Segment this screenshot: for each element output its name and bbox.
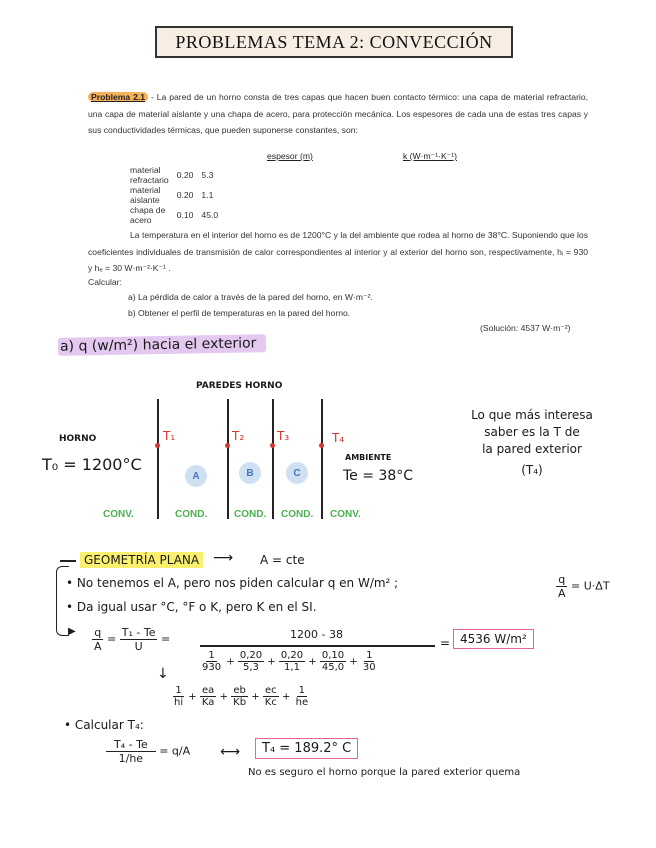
- temp-dot-2: [225, 443, 230, 448]
- fraction-bar: [200, 645, 435, 647]
- mode-cond-c: COND.: [281, 509, 314, 520]
- temp-label-t2: T₂: [232, 429, 245, 443]
- temp-dot-1: [155, 443, 160, 448]
- down-arrow: ↓: [157, 666, 169, 682]
- t4-eq-den: 1/he: [118, 752, 144, 765]
- wall-line-1: [157, 399, 159, 519]
- layer-a: A: [185, 465, 207, 487]
- bullet2: • Da igual usar °C, °F o K, pero K en el SI.: [66, 600, 317, 614]
- bracket-arrowhead: ▶: [68, 626, 76, 637]
- main-equation: $\frac{q}{A}$ = $\frac{\text{T₁ - Te}}{U}$ =: [94, 626, 171, 653]
- side-note-line: la pared exterior: [482, 442, 582, 456]
- area-const: A = cte: [260, 553, 305, 567]
- problem-label: Problema 2.1: [88, 92, 148, 102]
- bullet2-text: Da igual usar °C, °F o K, pero K en el SI.: [76, 600, 317, 614]
- temp-dot-4: [319, 443, 324, 448]
- te-value: Te = 38°C: [343, 468, 414, 484]
- row-name: material refractario: [130, 165, 169, 185]
- row-k: 1.1: [201, 190, 214, 200]
- wall-line-3: [272, 399, 274, 519]
- mode-conv-out: CONV.: [330, 509, 361, 520]
- den-term: $\frac{1}{30}$: [362, 650, 376, 673]
- mode-conv-in: CONV.: [103, 509, 134, 520]
- mode-cond-b: COND.: [234, 509, 267, 520]
- temp-label-t4: T₄: [332, 431, 345, 445]
- bullet1: • No tenemos el A, pero nos piden calcular q en W/m² ;: [66, 576, 399, 590]
- row-name: chapa de acero: [130, 205, 166, 225]
- temp-dot-3: [270, 443, 275, 448]
- row-name: material aislante: [130, 185, 161, 205]
- row-k: 45.0: [201, 210, 219, 220]
- denominator: $\frac{1}{930}$ + $\frac{0,20}{5,3}$ + $\frac{0,20}{1,1}$ + $\frac{0,10}{45,0}$ + $\frac{1}{30}$: [202, 650, 376, 673]
- side-note-line: Lo que más interesa: [471, 408, 593, 422]
- side-note-line: (T₄): [521, 463, 543, 477]
- temp-label-t1: T₁: [163, 429, 176, 443]
- row-k: 5.3: [201, 170, 214, 180]
- item-b: b) Obtener el perfil de temperaturas en la pared del horno.: [128, 308, 351, 318]
- den-term: $\frac{0,20}{5,3}$: [239, 650, 263, 673]
- wall-line-2: [227, 399, 229, 519]
- heading-a: a) q (w/m²) hacia el exterior: [58, 334, 267, 356]
- bullet1-equation: = U·ΔT: [571, 579, 610, 593]
- layer-c: C: [286, 462, 308, 484]
- table-row: [130, 165, 218, 185]
- q-result: 4536 W/m²: [453, 629, 534, 649]
- double-arrow: ⟷: [220, 744, 241, 760]
- geometria-label: GEOMETRÍA PLANA: [80, 552, 203, 568]
- numerator: 1200 - 38: [290, 628, 343, 641]
- solution-text: (Solución: 4537 W·m⁻²): [480, 323, 571, 333]
- calc-t4: • Calcular T₄:: [64, 718, 144, 732]
- paredes-label: PAREDES HORNO: [196, 381, 283, 391]
- item-a: a) La pérdida de calor a través de la pared del horno, en W·m⁻².: [128, 292, 373, 302]
- layer-b: B: [239, 462, 261, 484]
- bullet1-text: No tenemos el A, pero nos piden calcular q en W/m² ;: [76, 576, 399, 590]
- col-header-k: k (W·m⁻¹·K⁻¹): [403, 151, 457, 161]
- q-over-a: $\frac{q}{A}$ = U·ΔT: [558, 573, 610, 600]
- den-term: $\frac{1}{930}$: [202, 650, 222, 673]
- t4-equation: [106, 738, 190, 765]
- problem-intro-text: - La pared de un horno consta de tres capas que hacen buen contacto térmico: una capa de material refractario, una capa de material aislante y una chapa de acero, para protección mecánica. Los espesores de cada una de estas tres capas y sus conductividades térmicas, que pueden suponerse constantes, son:: [88, 92, 589, 135]
- row-thickness: 0.20: [176, 170, 194, 180]
- t4-eq-num: T₄ - Te: [106, 738, 156, 752]
- wall-line-4: [321, 399, 323, 519]
- arrow-right: ⟶: [213, 550, 234, 566]
- col-header-thickness: espesor (m): [267, 151, 313, 161]
- mode-cond-a: COND.: [175, 509, 208, 520]
- t0-value: T₀ = 1200°C: [42, 455, 142, 474]
- side-note: [452, 407, 612, 479]
- resistances: $\frac{1}{hi}$ + $\frac{ea}{Ka}$ + $\frac{eb}{Kb}$ + $\frac{ec}{Kc}$ + $\frac{1}{he}$: [174, 685, 309, 708]
- table-row: [130, 185, 218, 205]
- page-title: PROBLEMAS TEMA 2: CONVECCIÓN: [155, 26, 513, 58]
- final-note: No es seguro el horno porque la pared exterior quema: [248, 767, 521, 778]
- problem-para2: La temperatura en el interior del horno es de 1200°C y la del ambiente que rodea al horno de 38°C. Suponiendo que los coeficientes individuales de transmisión de calor correspondientes al interior y al exterior del horno son, respectivamente, hᵢ = 930 y hₑ = 30 W·m⁻²·K⁻¹ .: [88, 230, 588, 273]
- table-row: [130, 205, 218, 225]
- temp-label-t3: T₃: [277, 429, 290, 443]
- t4-result: T₄ = 189.2° C: [255, 738, 358, 759]
- row-thickness: 0.20: [176, 190, 194, 200]
- den-term: $\frac{0,20}{1,1}$: [280, 650, 304, 673]
- calcular-label: Calcular:: [88, 277, 122, 287]
- dash-decoration: [60, 560, 76, 562]
- t4-eq-rhs: = q/A: [159, 744, 191, 758]
- ambiente-label: AMBIENTE: [345, 453, 392, 462]
- equals-sign: =: [440, 636, 451, 650]
- side-note-line: saber es la T de: [484, 425, 580, 439]
- row-thickness: 0.10: [176, 210, 194, 220]
- den-term: $\frac{0,10}{45,0}$: [321, 650, 345, 673]
- horno-label: HORNO: [59, 434, 97, 444]
- problem-intro: [88, 89, 588, 139]
- calc-t4-text: Calcular T₄:: [74, 718, 144, 732]
